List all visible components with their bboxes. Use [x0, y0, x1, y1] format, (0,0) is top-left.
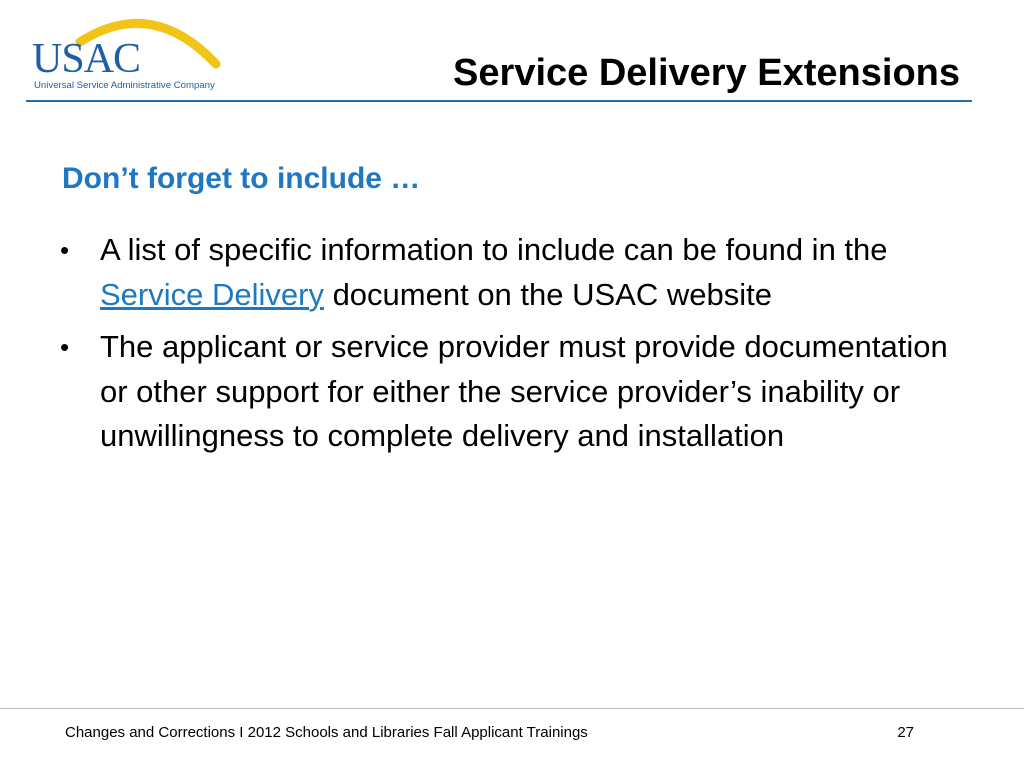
logo-tagline: Universal Service Administrative Company: [34, 80, 215, 91]
title-divider: [26, 100, 972, 102]
footer-divider: [0, 708, 1024, 709]
page-number: 27: [897, 724, 914, 741]
bullet-item: [58, 325, 968, 459]
footer-text: Changes and Corrections I 2012 Schools and Libraries Fall Applicant Trainings: [65, 724, 588, 741]
service-delivery-link[interactable]: Service Delivery: [100, 276, 324, 312]
slide-title: Service Delivery Extensions: [453, 52, 960, 94]
bullet-item: [58, 228, 968, 317]
bullet-icon: •: [60, 235, 70, 265]
bullet-icon: •: [60, 332, 70, 362]
section-subtitle: Don’t forget to include …: [62, 162, 421, 195]
bullet-text-before-link: A list of specific information to include can be found in the: [100, 232, 888, 267]
usac-logo: [22, 8, 232, 98]
bullet-text-after-link: document on the USAC website: [323, 276, 772, 312]
logo-wordmark: USAC: [32, 36, 141, 82]
bullet-text: The applicant or service provider must provide documentation or other support for either the service provider’s inability or unwillingness to complete delivery and installation: [100, 329, 948, 453]
bullet-list: [58, 228, 968, 467]
usac-logo-graphic: [22, 8, 232, 98]
